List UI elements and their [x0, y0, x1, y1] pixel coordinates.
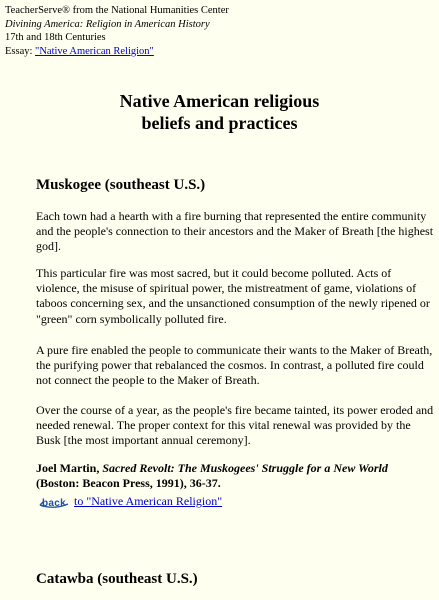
page-title-line2: beliefs and practices: [141, 113, 298, 133]
citation-book-title: Sacred Revolt: The Muskogees' Struggle for a New World: [102, 461, 388, 475]
period-label: 17th and 18th Centuries: [5, 32, 106, 44]
back-arrow-icon[interactable]: [36, 495, 72, 509]
section-heading-catawba: Catawba (southeast U.S.): [36, 571, 198, 587]
page-header: [5, 4, 229, 58]
section-heading-muskogee: Muskogee (southeast U.S.): [36, 177, 206, 193]
paragraph-2: This particular fire was most sacred, but it could become polluted. Acts of violence, the misuse of spiritual power, the mistreatment of game, violations of taboos concerning sex, and the unsanctioned consumption of the newly ripened or "green" corn symbolically polluted fire.: [36, 266, 430, 326]
citation-author: Joel Martin,: [36, 461, 100, 475]
back-icon-label: back: [42, 497, 66, 509]
essay-line: [5, 45, 229, 59]
citation: [36, 461, 434, 492]
paragraph-1: Each town had a hearth with a fire burning that represented the entire community and the people's connection to their ancestors and the Maker of Breath [the highest god].: [36, 209, 434, 254]
page-title-line1: Native American religious: [119, 91, 320, 111]
essay-link[interactable]: "Native American Religion": [35, 45, 154, 57]
series-title: Divining America: Religion in American History: [5, 18, 210, 30]
paragraph-4: Over the course of a year, as the people's fire became tainted, its power eroded and needed renewal. The proper context for this vital renewal was provided by the Busk [the most important annual ceremony].: [36, 403, 434, 448]
citation-publisher: (Boston: Beacon Press, 1991), 36-37.: [36, 476, 221, 491]
paragraph-3: A pure fire enabled the people to communicate their wants to the Maker of Breath, the purifying power that rebalanced the cosmos. In contrast, a polluted fire could not connect the people to the Maker of Breath.: [36, 343, 433, 388]
back-link-row: [36, 494, 222, 509]
essay-label: Essay:: [5, 45, 33, 57]
page-title: [0, 90, 439, 134]
back-to-essay-link[interactable]: to "Native American Religion": [74, 494, 223, 508]
site-credit: TeacherServe® from the National Humanities Center: [5, 5, 229, 16]
